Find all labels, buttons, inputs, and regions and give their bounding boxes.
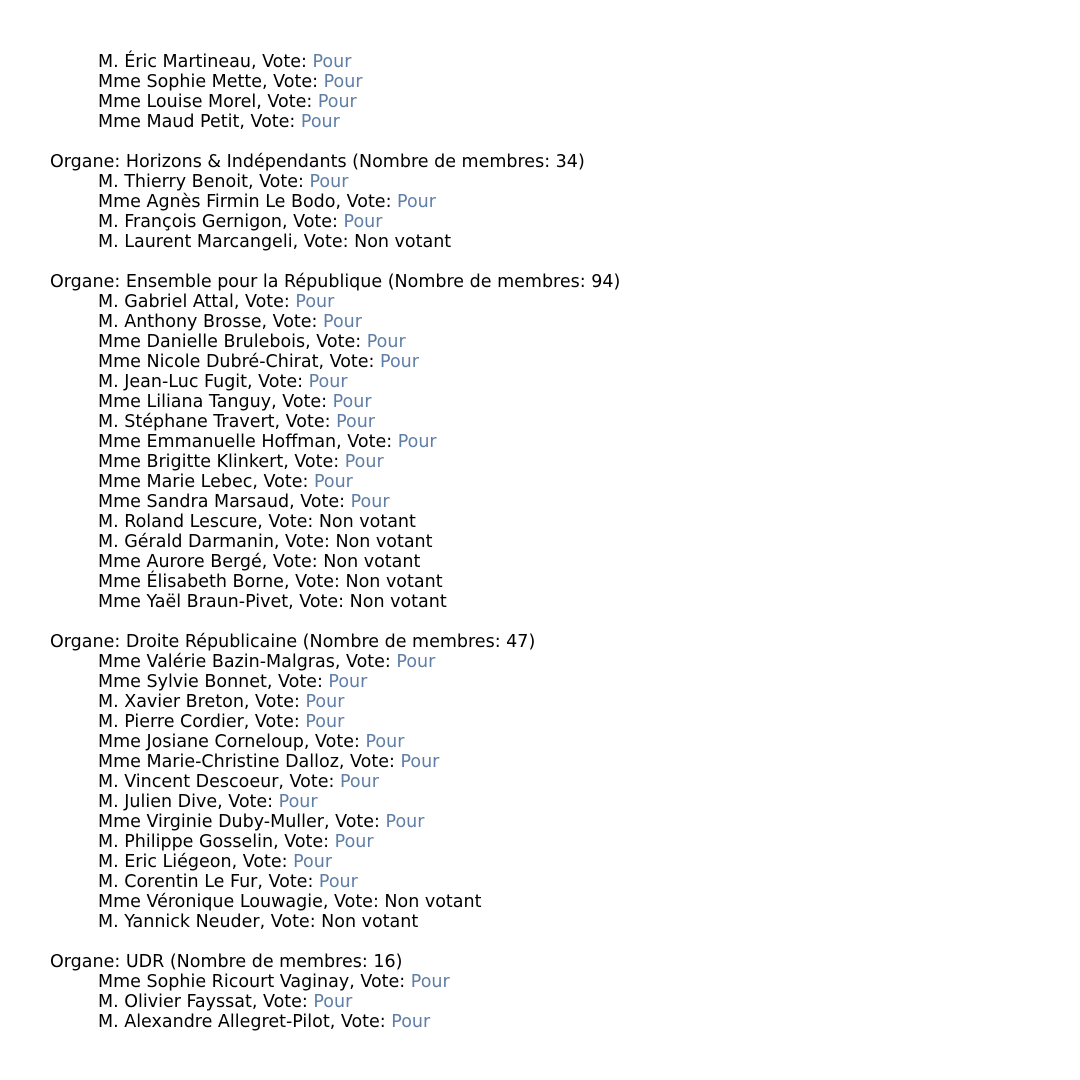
- member-name: M. Stéphane Travert: [98, 412, 275, 432]
- member-row: [0, 332, 1080, 352]
- vote-value: Non votant: [323, 552, 421, 572]
- member-row: [0, 192, 1080, 212]
- vote-value: Pour: [300, 112, 340, 132]
- members-count-close: ): [528, 632, 536, 652]
- vote-label: , Vote:: [250, 52, 313, 72]
- vote-label: , Vote:: [318, 352, 381, 372]
- vote-label: , Vote:: [257, 872, 319, 892]
- vote-value: Pour: [309, 172, 349, 192]
- organe-header: [0, 632, 1080, 652]
- vote-label: , Vote:: [243, 692, 306, 712]
- vote-value: Pour: [339, 772, 379, 792]
- vote-label: , Vote:: [257, 512, 319, 532]
- member-name: M. Thierry Benoit: [98, 172, 248, 192]
- organe-group: [0, 632, 1080, 932]
- member-row: [0, 912, 1080, 932]
- member-name: Mme Brigitte Klinkert: [98, 452, 284, 472]
- member-name: Mme Marie-Christine Dalloz: [98, 752, 339, 772]
- member-row: [0, 432, 1080, 452]
- member-row: [0, 972, 1080, 992]
- member-name: Mme Yaël Braun-Pivet: [98, 592, 289, 612]
- member-name: Mme Sophie Ricourt Vaginay: [98, 972, 350, 992]
- member-name: M. Éric Martineau: [98, 52, 251, 72]
- vote-label: , Vote:: [305, 332, 367, 352]
- organe-header: [0, 272, 1080, 292]
- member-row: [0, 712, 1080, 732]
- member-row: [0, 52, 1080, 72]
- vote-value: Pour: [350, 492, 390, 512]
- organe-name: Droite Républicaine: [125, 632, 298, 652]
- vote-value: Pour: [380, 352, 419, 372]
- member-name: M. Alexandre Allegret-Pilot: [98, 1012, 330, 1032]
- vote-value: Non votant: [345, 572, 443, 592]
- vote-value: Pour: [328, 672, 368, 692]
- member-name: M. Olivier Fayssat: [98, 992, 252, 1012]
- member-name: M. Philippe Gosselin: [98, 832, 274, 852]
- spacer: [0, 252, 1080, 272]
- member-row: [0, 592, 1080, 612]
- vote-label: , Vote:: [217, 792, 279, 812]
- vote-label: , Vote:: [323, 812, 386, 832]
- vote-value: Pour: [323, 72, 363, 92]
- vote-value: Pour: [391, 1012, 431, 1032]
- vote-document: [0, 52, 1080, 1032]
- organe-header: [0, 952, 1080, 972]
- member-row: [0, 72, 1080, 92]
- organe-label: Organe:: [50, 952, 126, 972]
- members-count-close: ): [613, 272, 621, 292]
- member-row: [0, 852, 1080, 872]
- member-row: [0, 312, 1080, 332]
- member-row: [0, 392, 1080, 412]
- vote-value: Pour: [410, 972, 450, 992]
- spacer: [0, 132, 1080, 152]
- member-name: Mme Sandra Marsaud: [98, 492, 290, 512]
- member-name: M. Roland Lescure: [98, 512, 258, 532]
- vote-label: , Vote:: [243, 712, 306, 732]
- member-name: Mme Danielle Brulebois: [98, 332, 306, 352]
- members-count: 34: [555, 152, 578, 172]
- member-row: [0, 452, 1080, 472]
- vote-value: Non votant: [318, 512, 416, 532]
- vote-label: , Vote:: [283, 452, 345, 472]
- vote-label: , Vote:: [259, 912, 322, 932]
- member-name: Mme Nicole Dubré-Chirat: [98, 352, 319, 372]
- vote-value: Pour: [343, 212, 383, 232]
- vote-label: , Vote:: [266, 672, 329, 692]
- vote-label: , Vote:: [335, 192, 398, 212]
- members-count: 16: [373, 952, 396, 972]
- member-row: [0, 872, 1080, 892]
- member-row: [0, 692, 1080, 712]
- organe-header: [0, 152, 1080, 172]
- vote-value: Pour: [317, 92, 357, 112]
- organe-group: [0, 952, 1080, 1032]
- member-name: Mme Virginie Duby-Muller: [98, 812, 324, 832]
- member-row: [0, 472, 1080, 492]
- member-name: Mme Louise Morel: [98, 92, 257, 112]
- member-name: Mme Liliana Tanguy: [98, 392, 272, 412]
- vote-value: Pour: [332, 392, 372, 412]
- member-row: [0, 892, 1080, 912]
- vote-label: , Vote:: [283, 572, 346, 592]
- vote-label: , Vote:: [251, 992, 314, 1012]
- vote-label: , Vote:: [273, 532, 336, 552]
- vote-value: Pour: [385, 812, 425, 832]
- members-count-label: (Nombre de membres:: [346, 152, 556, 172]
- vote-value: Pour: [397, 432, 437, 452]
- organe-group: [0, 152, 1080, 252]
- vote-label: , Vote:: [289, 492, 351, 512]
- member-row: [0, 492, 1080, 512]
- member-row: [0, 352, 1080, 372]
- member-name: M. Anthony Brosse: [98, 312, 262, 332]
- vote-value: Pour: [396, 652, 436, 672]
- vote-value: Pour: [365, 732, 405, 752]
- vote-value: Non votant: [354, 232, 452, 252]
- organe-name: UDR: [125, 952, 165, 972]
- vote-label: , Vote:: [336, 432, 398, 452]
- vote-label: , Vote:: [281, 212, 344, 232]
- member-row: [0, 992, 1080, 1012]
- member-name: M. Yannick Neuder: [98, 912, 260, 932]
- member-row: [0, 732, 1080, 752]
- vote-label: , Vote:: [273, 832, 335, 852]
- members-count-close: ): [395, 952, 403, 972]
- vote-label: , Vote:: [334, 652, 397, 672]
- member-name: Mme Sophie Mette: [98, 72, 263, 92]
- member-row: [0, 772, 1080, 792]
- member-row: [0, 372, 1080, 392]
- spacer: [0, 932, 1080, 952]
- vote-value: Pour: [334, 832, 374, 852]
- member-name: M. Pierre Cordier: [98, 712, 244, 732]
- vote-label: , Vote:: [271, 392, 333, 412]
- vote-label: , Vote:: [338, 752, 401, 772]
- member-name: M. Corentin Le Fur: [98, 872, 258, 892]
- vote-label: , Vote:: [292, 232, 355, 252]
- member-name: Mme Aurore Bergé: [98, 552, 262, 572]
- member-row: [0, 672, 1080, 692]
- organe-name: Horizons & Indépendants: [125, 152, 347, 172]
- members-count-label: (Nombre de membres:: [382, 272, 592, 292]
- member-row: [0, 812, 1080, 832]
- vote-label: , Vote:: [349, 972, 411, 992]
- vote-value: Pour: [313, 992, 353, 1012]
- member-row: [0, 532, 1080, 552]
- member-name: Mme Valérie Bazin-Malgras: [98, 652, 335, 672]
- member-name: Mme Maud Petit: [98, 112, 240, 132]
- members-count: 47: [506, 632, 529, 652]
- vote-label: , Vote:: [322, 892, 385, 912]
- vote-label: , Vote:: [262, 72, 324, 92]
- vote-value: Pour: [397, 192, 436, 212]
- member-name: Mme Josiane Corneloup: [98, 732, 304, 752]
- vote-label: , Vote:: [231, 852, 294, 872]
- member-name: M. Xavier Breton: [98, 692, 244, 712]
- member-row: [0, 292, 1080, 312]
- member-row: [0, 112, 1080, 132]
- vote-value: Pour: [318, 872, 358, 892]
- member-name: Mme Agnès Firmin Le Bodo: [98, 192, 336, 212]
- member-name: M. Julien Dive: [98, 792, 218, 812]
- vote-label: , Vote:: [329, 1012, 392, 1032]
- vote-value: Pour: [295, 292, 335, 312]
- vote-value: Pour: [312, 52, 352, 72]
- members-count-close: ): [577, 152, 585, 172]
- member-row: [0, 652, 1080, 672]
- member-row: [0, 832, 1080, 852]
- vote-label: , Vote:: [288, 592, 350, 612]
- member-row: [0, 552, 1080, 572]
- vote-value: Pour: [323, 312, 362, 332]
- member-name: Mme Véronique Louwagie: [98, 892, 323, 912]
- vote-label: , Vote:: [261, 312, 324, 332]
- vote-value: Pour: [308, 372, 348, 392]
- vote-value: Pour: [305, 692, 345, 712]
- member-row: [0, 752, 1080, 772]
- vote-value: Non votant: [321, 912, 419, 932]
- member-row: [0, 1012, 1080, 1032]
- members-count-label: (Nombre de membres:: [297, 632, 507, 652]
- member-row: [0, 92, 1080, 112]
- member-name: Mme Marie Lebec: [98, 472, 253, 492]
- member-row: [0, 412, 1080, 432]
- vote-value: Pour: [344, 452, 384, 472]
- member-row: [0, 212, 1080, 232]
- vote-value: Non votant: [335, 532, 433, 552]
- vote-value: Pour: [400, 752, 440, 772]
- organe-group: [0, 272, 1080, 612]
- member-name: M. Vincent Descoeur: [98, 772, 279, 792]
- members-count: 94: [591, 272, 614, 292]
- members-count-label: (Nombre de membres:: [164, 952, 374, 972]
- vote-label: , Vote:: [239, 112, 301, 132]
- member-row: [0, 172, 1080, 192]
- vote-label: , Vote:: [247, 172, 310, 192]
- member-name: Mme Sylvie Bonnet: [98, 672, 267, 692]
- vote-label: , Vote:: [261, 552, 324, 572]
- organe-label: Organe:: [50, 272, 126, 292]
- organe-label: Organe:: [50, 632, 126, 652]
- vote-value: Non votant: [349, 592, 447, 612]
- member-row: [0, 792, 1080, 812]
- member-name: M. Laurent Marcangeli: [98, 232, 293, 252]
- vote-value: Pour: [278, 792, 318, 812]
- vote-value: Pour: [293, 852, 333, 872]
- member-name: Mme Élisabeth Borne: [98, 572, 284, 592]
- vote-label: , Vote:: [252, 472, 314, 492]
- vote-label: , Vote:: [303, 732, 366, 752]
- member-name: M. Jean-Luc Fugit: [98, 372, 248, 392]
- vote-label: , Vote:: [256, 92, 318, 112]
- member-row: [0, 232, 1080, 252]
- group-continuation: [0, 52, 1080, 132]
- vote-value: Non votant: [384, 892, 482, 912]
- member-name: M. Gérald Darmanin: [98, 532, 274, 552]
- vote-label: , Vote:: [278, 772, 340, 792]
- member-row: [0, 572, 1080, 592]
- member-name: Mme Emmanuelle Hoffman: [98, 432, 337, 452]
- vote-label: , Vote:: [233, 292, 296, 312]
- vote-label: , Vote:: [247, 372, 309, 392]
- vote-value: Pour: [305, 712, 345, 732]
- organe-label: Organe:: [50, 152, 126, 172]
- vote-value: Pour: [313, 472, 353, 492]
- spacer: [0, 612, 1080, 632]
- member-name: M. Gabriel Attal: [98, 292, 234, 312]
- vote-value: Pour: [336, 412, 376, 432]
- member-name: M. Eric Liégeon: [98, 852, 232, 872]
- organe-name: Ensemble pour la République: [125, 272, 383, 292]
- vote-label: , Vote:: [274, 412, 337, 432]
- member-row: [0, 512, 1080, 532]
- vote-value: Pour: [366, 332, 406, 352]
- member-name: M. François Gernigon: [98, 212, 282, 232]
